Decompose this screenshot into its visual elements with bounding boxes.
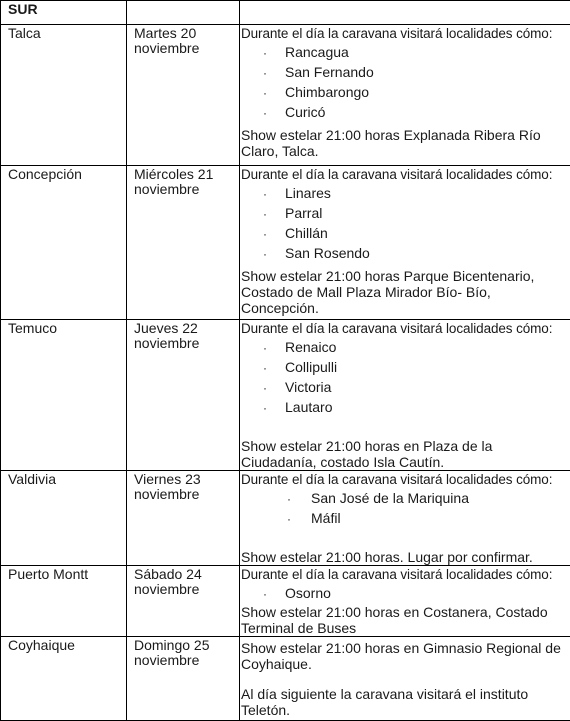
city-cell: Temuco [1, 320, 127, 471]
list-item: · Chillán [241, 225, 570, 242]
bullet-icon: · [241, 400, 285, 416]
bullet-icon: · [241, 360, 285, 376]
show-text: Show estelar 21:00 horas en Plaza de la Ciudadanía, costado Isla Cautín. [241, 438, 570, 470]
note-text: Al día siguiente la caravana visitará el instituto Teletón. [241, 686, 570, 718]
table-row [1, 320, 570, 471]
show-text: Show estelar 21:00 horas Explanada Ribera Río Claro, Talca. [241, 127, 570, 159]
bullet-icon: · [241, 340, 285, 356]
details-cell [240, 471, 570, 566]
bullet-icon: · [241, 226, 285, 242]
details-cell [240, 25, 570, 166]
list-item: · Linares [241, 185, 570, 202]
bullet-icon: · [241, 380, 285, 396]
table-row [1, 166, 570, 320]
table-row [1, 471, 570, 566]
bullet-icon: · [241, 246, 285, 262]
bullet-icon: · [241, 511, 311, 527]
section-title: SUR [1, 1, 127, 25]
bullet-icon: · [241, 206, 285, 222]
city-cell: Valdivia [1, 471, 127, 566]
intro-text: Durante el día la caravana visitará localidades cómo: [241, 472, 570, 487]
list-item: · San Rosendo [241, 245, 570, 262]
bullet-icon: · [241, 65, 285, 81]
city-cell: Puerto Montt [1, 566, 127, 637]
details-cell [240, 166, 570, 320]
list-item: · Lautaro [241, 399, 570, 416]
show-text: Show estelar 21:00 horas en Costanera, Costado Terminal de Buses [241, 604, 570, 636]
show-text: Show estelar 21:00 horas en Gimnasio Regional de Coyhaique. [241, 640, 570, 672]
list-item: · Collipulli [241, 359, 570, 376]
intro-text: Durante el día la caravana visitará localidades cómo: [241, 567, 570, 582]
intro-text: Durante el día la caravana visitará localidades cómo: [241, 167, 570, 182]
bullet-icon: · [241, 85, 285, 101]
bullet-icon: · [241, 491, 311, 507]
bullet-icon: · [241, 586, 285, 602]
list-item: · San José de la Mariquina [241, 490, 570, 507]
intro-text: Durante el día la caravana visitará localidades cómo: [241, 26, 570, 41]
show-text: Show estelar 21:00 horas Parque Bicentenario, Costado de Mall Plaza Mirador Bío- Bío, Concepción. [241, 268, 570, 316]
table-row [1, 25, 570, 166]
intro-text: Durante el día la caravana visitará localidades cómo: [241, 321, 570, 336]
city-cell: Coyhaique [1, 637, 127, 721]
date-cell: Miércoles 21 noviembre [127, 166, 240, 320]
header-empty-cell [240, 1, 570, 25]
details-cell [240, 566, 570, 637]
table-row [1, 637, 570, 721]
city-cell: Concepción [1, 166, 127, 320]
header-row [1, 1, 570, 25]
bullet-icon: · [241, 45, 285, 61]
bullet-icon: · [241, 105, 285, 121]
list-item: · Chimbarongo [241, 84, 570, 101]
list-item: · Parral [241, 205, 570, 222]
bullet-icon: · [241, 186, 285, 202]
list-item: · Curicó [241, 104, 570, 121]
header-empty-cell [127, 1, 240, 25]
details-cell [240, 320, 570, 471]
list-item: · San Fernando [241, 64, 570, 81]
date-cell: Viernes 23 noviembre [127, 471, 240, 566]
date-cell: Martes 20 noviembre [127, 25, 240, 166]
list-item: · Rancagua [241, 44, 570, 61]
date-cell: Sábado 24 noviembre [127, 566, 240, 637]
list-item: · Victoria [241, 379, 570, 396]
list-item: · Máfil [241, 510, 570, 527]
list-item: · Osorno [241, 585, 570, 602]
city-cell: Talca [1, 25, 127, 166]
date-cell: Domingo 25 noviembre [127, 637, 240, 721]
table-row [1, 566, 570, 637]
show-text: Show estelar 21:00 horas. Lugar por confirmar. [241, 549, 570, 565]
details-cell [240, 637, 570, 721]
date-cell: Jueves 22 noviembre [127, 320, 240, 471]
list-item: · Renaico [241, 339, 570, 356]
